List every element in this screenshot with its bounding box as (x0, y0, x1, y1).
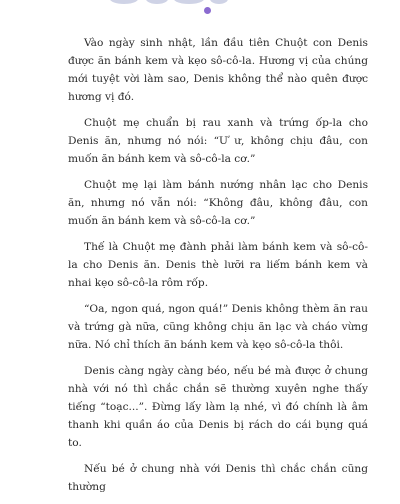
paragraph: Thế là Chuột mẹ đành phải làm bánh kem và sô-cô-la cho Denis ăn. Denis thè lưỡi ra liếm bánh kem và nhai kẹo sô-cô-la rôm rốp. (68, 241, 368, 289)
decoration-dot (204, 7, 211, 14)
decoration-shape (146, 0, 168, 4)
decoration-shape (210, 0, 228, 4)
story-text (68, 34, 368, 504)
paragraph: Nếu bé ở chung nhà với Denis thì chắc chắn cũng thường (68, 463, 368, 493)
decoration-shape (174, 0, 204, 4)
paragraph: “Oa, ngon quá, ngon quá!” Denis không thèm ăn rau và trứng gà nữa, cũng không chịu ăn lạc và cháo vừng nữa. Nó chỉ thích ăn bánh kem và kẹo sô-cô-la thôi. (68, 303, 368, 351)
top-decoration (110, 0, 270, 8)
paragraph: Chuột mẹ chuẩn bị rau xanh và trứng ốp-la cho Denis ăn, nhưng nó nói: “Ư ư, không chịu đâu, con muốn ăn bánh kem và sô-cô-la cơ.” (68, 117, 368, 165)
paragraph: Chuột mẹ lại làm bánh nướng nhân lạc cho Denis ăn, nhưng nó vẫn nói: “Không đâu, không đâu, con muốn ăn bánh kem và sô-cô-la cơ.” (68, 179, 368, 227)
decoration-shape (110, 0, 138, 4)
paragraph: Denis càng ngày càng béo, nếu bé mà được ở chung nhà với nó thì chắc chắn sẽ thường xuyên nghe thấy tiếng “toạc...”. Đừng lấy làm lạ nhé, vì đó chính là âm thanh khi quần áo của Denis bị rách do cái bụng quá to. (68, 365, 368, 449)
paragraph: Vào ngày sinh nhật, lần đầu tiên Chuột con Denis được ăn bánh kem và kẹo sô-cô-la. Hương vị của chúng mới tuyệt vời làm sao, Denis không thể nào quên được hương vị đó. (68, 37, 368, 103)
